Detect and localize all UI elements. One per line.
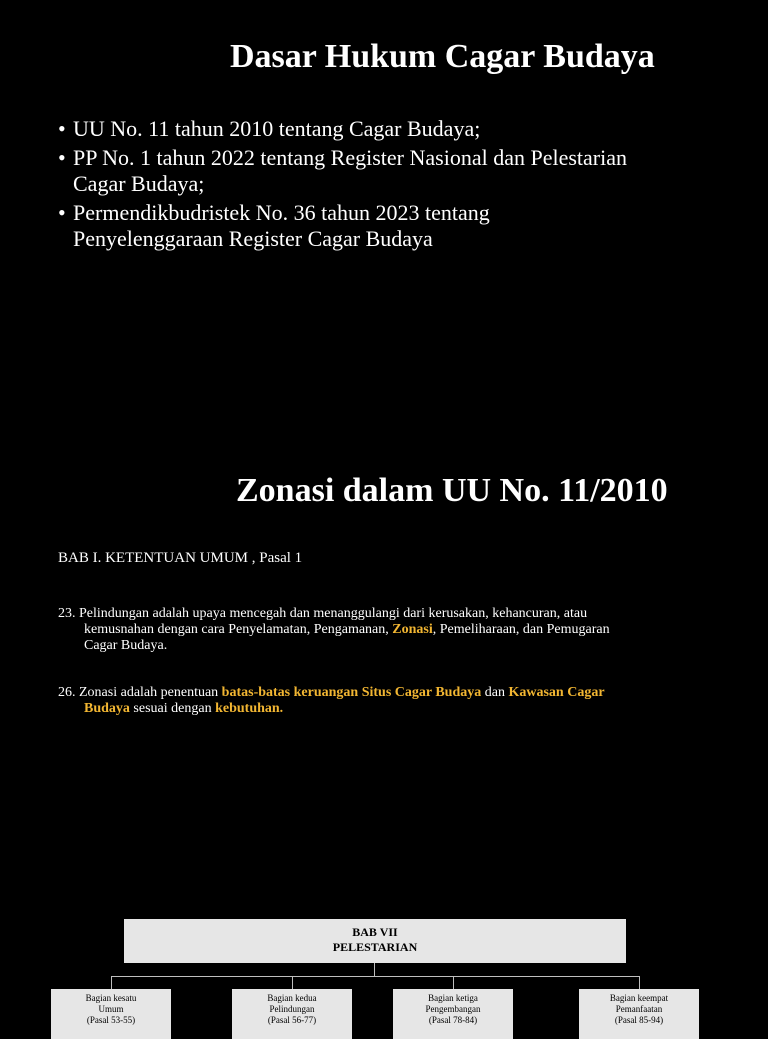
paragraph-line: 23. Pelindungan adalah upaya mencegah dan menanggulangi dari kerusakan, kehancuran, atau: [58, 606, 588, 621]
section-box: [393, 989, 513, 1039]
connector-line: [639, 976, 640, 989]
section-box-line: Pemanfaatan: [615, 1004, 663, 1014]
section-box: [579, 989, 699, 1039]
highlight-text: Budaya: [84, 701, 130, 716]
bullet-text: PP No. 1 tahun 2022 tentang Register Nasional dan Pelestarian: [73, 145, 627, 170]
section-box-line: (Pasal 85-94): [614, 1015, 664, 1025]
section-box-line: Bagian keempat: [609, 993, 669, 1003]
article-26-paragraph: [58, 685, 718, 717]
section-box-line: (Pasal 56-77): [267, 1015, 317, 1025]
connector-line: [111, 976, 112, 989]
section-box-line: Umum: [98, 1004, 124, 1014]
connector-line: [453, 976, 454, 989]
bullet-item: [58, 145, 718, 197]
bullet-list: [58, 116, 718, 255]
section-box-line: Pengembangan: [425, 1004, 481, 1014]
slide-zonation: [0, 460, 768, 780]
section-box-line: Bagian kedua: [267, 993, 317, 1003]
connector-line: [111, 976, 639, 977]
text-segment: , Pemeliharaan, dan Pemugaran: [432, 622, 610, 637]
bullet-text-continuation: Penyelenggaraan Register Cagar Budaya: [73, 226, 433, 251]
bullet-text: UU No. 11 tahun 2010 tentang Cagar Budaya;: [73, 116, 481, 141]
section-box: [51, 989, 171, 1039]
bullet-text-continuation: Cagar Budaya;: [73, 171, 205, 196]
chapter-heading: BAB I. KETENTUAN UMUM , Pasal 1: [58, 550, 303, 566]
bullet-icon: •: [58, 200, 66, 225]
connector-line: [374, 963, 375, 976]
highlight-text: Kawasan Cagar: [508, 685, 605, 700]
bullet-icon: •: [58, 116, 66, 141]
section-box-line: (Pasal 53-55): [86, 1015, 136, 1025]
paragraph-line: [58, 685, 605, 700]
paragraph-line: [58, 622, 718, 638]
section-box: [232, 989, 352, 1039]
text-segment: 26. Zonasi adalah penentuan: [58, 685, 222, 700]
highlight-text: kebutuhan.: [215, 701, 284, 716]
section-box-line: (Pasal 78-84): [428, 1015, 478, 1025]
section-box-line: Bagian kesatu: [85, 993, 137, 1003]
slide-org-chart: [0, 900, 768, 1024]
text-segment: kemusnahan dengan cara Penyelamatan, Pengamanan,: [84, 622, 393, 637]
chapter-box-line: BAB VII: [352, 925, 398, 939]
bullet-item: [58, 116, 718, 142]
chapter-box-line: PELESTARIAN: [332, 940, 418, 954]
slide-title: Zonasi dalam UU No. 11/2010: [236, 472, 668, 509]
bullet-text: Permendikbudristek No. 36 tahun 2023 tentang: [73, 200, 490, 225]
text-segment: sesuai dengan: [129, 701, 216, 716]
section-box-line: Pelindungan: [269, 1004, 315, 1014]
highlight-text: batas-batas keruangan Situs Cagar Budaya: [221, 685, 482, 700]
slide-title: Dasar Hukum Cagar Budaya: [230, 38, 655, 75]
chapter-box: [124, 919, 626, 963]
paragraph-line: [58, 701, 718, 717]
paragraph-line: Cagar Budaya.: [84, 638, 168, 653]
bullet-item: [58, 200, 718, 252]
article-23-paragraph: [58, 606, 718, 654]
bullet-icon: •: [58, 145, 66, 170]
section-box-line: Bagian ketiga: [428, 993, 478, 1003]
text-segment: dan: [481, 685, 509, 700]
slide-legal-basis: [0, 0, 768, 440]
highlight-text: Zonasi: [392, 622, 433, 637]
connector-line: [292, 976, 293, 989]
